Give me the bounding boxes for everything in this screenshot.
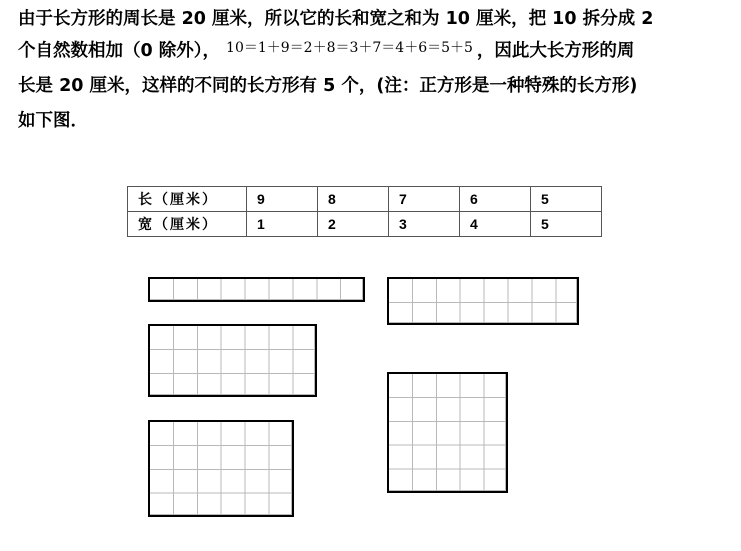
length-cell: 5 [531, 187, 602, 212]
explanation-line-3: 长是 20 厘米，这样的不同的长方形有 5 个，(注：正方形是一种特殊的长方形) [18, 76, 638, 96]
sum-equation: 10＝1＋9＝2＋8＝3＋7＝4＋6＝5＋5 [226, 40, 473, 56]
length-cell: 9 [247, 187, 318, 212]
explanation-line-4: 如下图． [18, 111, 88, 131]
width-header: 宽（厘米） [128, 212, 247, 237]
table-row-length [128, 187, 602, 212]
length-cell: 6 [460, 187, 531, 212]
length-cell: 8 [318, 187, 389, 212]
rectangle-5x5-grid [387, 372, 508, 493]
rectangle-7x3-grid [148, 324, 317, 397]
rectangle-6x4-grid [148, 420, 294, 517]
width-cell: 4 [460, 212, 531, 237]
length-cell: 7 [389, 187, 460, 212]
width-cell: 3 [389, 212, 460, 237]
explanation-line-2-end: ，因此大长方形的周 [476, 41, 635, 61]
table-row-width [128, 212, 602, 237]
width-cell: 1 [247, 212, 318, 237]
length-header: 长（厘米） [128, 187, 247, 212]
explanation-line-1: 由于长方形的周长是 20 厘米，所以它的长和宽之和为 10 厘米，把 10 拆分成 2 [18, 9, 654, 29]
explanation-line-2 [18, 38, 634, 65]
width-cell: 5 [531, 212, 602, 237]
explanation-line-2-start: 个自然数相加（0 除外）， [18, 41, 221, 61]
dimensions-table [127, 186, 602, 237]
rectangle-9x1-grid [148, 277, 365, 302]
rectangle-8x2-grid [387, 277, 579, 325]
width-cell: 2 [318, 212, 389, 237]
